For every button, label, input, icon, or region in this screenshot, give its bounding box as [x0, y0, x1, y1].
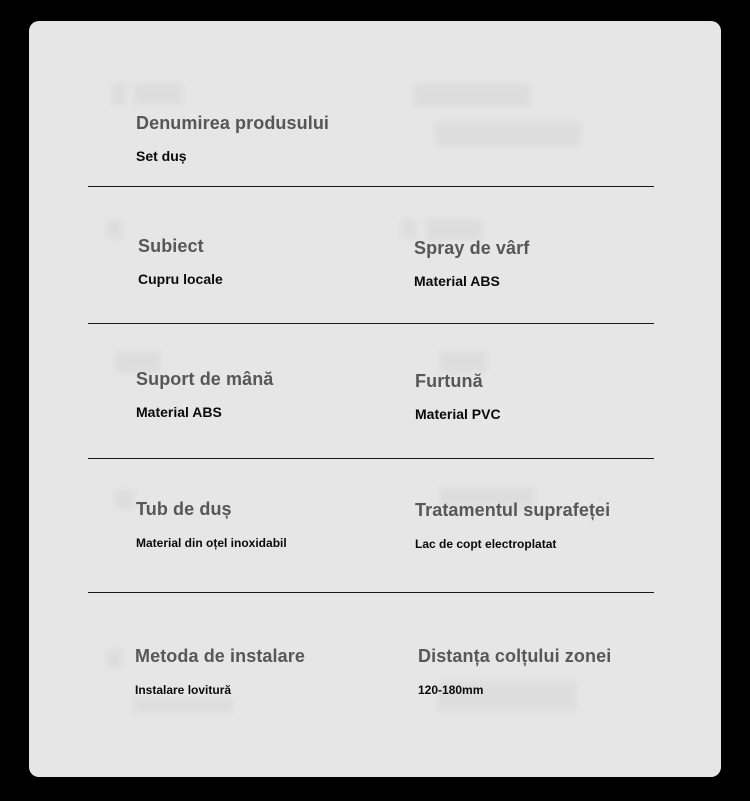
row-divider — [88, 458, 654, 459]
spec-top-spray — [414, 238, 529, 289]
ghost-block — [413, 83, 531, 107]
ghost-block — [107, 649, 123, 669]
spec-hand-holder — [136, 369, 273, 420]
spec-label: Tratamentul suprafeței — [415, 500, 611, 520]
row-divider — [88, 323, 654, 324]
ghost-block — [435, 121, 581, 147]
row-divider — [88, 186, 654, 187]
spec-label: Suport de mână — [136, 369, 274, 389]
spec-label: Spray de vârf — [414, 238, 530, 258]
ghost-block — [133, 83, 183, 105]
spec-label: Denumirea produsului — [136, 113, 330, 133]
spec-label: Distanța colțului zonei — [418, 646, 612, 666]
row-divider — [88, 592, 654, 593]
spec-value: 120-180mm — [418, 683, 484, 697]
ghost-block — [439, 351, 487, 373]
spec-label: Subiect — [138, 236, 204, 256]
spec-value: Set duș — [136, 148, 187, 164]
ghost-block — [111, 83, 127, 105]
spec-value: Material ABS — [414, 273, 500, 289]
ghost-block — [133, 697, 233, 713]
ghost-block — [107, 219, 123, 239]
spec-value: Material din oțel inoxidabil — [136, 536, 287, 550]
spec-corner-distance — [418, 646, 611, 697]
spec-value: Instalare lovitură — [135, 683, 232, 697]
spec-value: Material PVC — [415, 406, 501, 422]
spec-label: Furtună — [415, 371, 483, 391]
spec-product-name — [136, 113, 329, 164]
ghost-block — [115, 489, 135, 509]
spec-value: Cupru locale — [138, 271, 223, 287]
spec-value: Material ABS — [136, 404, 222, 420]
spec-surface-treatment — [415, 500, 610, 551]
spec-value: Lac de copt electroplatat — [415, 537, 557, 551]
ghost-block — [401, 219, 417, 239]
spec-shower-tube — [136, 499, 287, 550]
spec-label: Tub de duș — [136, 499, 232, 519]
spec-hose — [415, 371, 501, 422]
spec-card — [29, 21, 721, 777]
spec-subject — [138, 236, 223, 287]
spec-label: Metoda de instalare — [135, 646, 305, 666]
spec-install-method — [135, 646, 305, 697]
